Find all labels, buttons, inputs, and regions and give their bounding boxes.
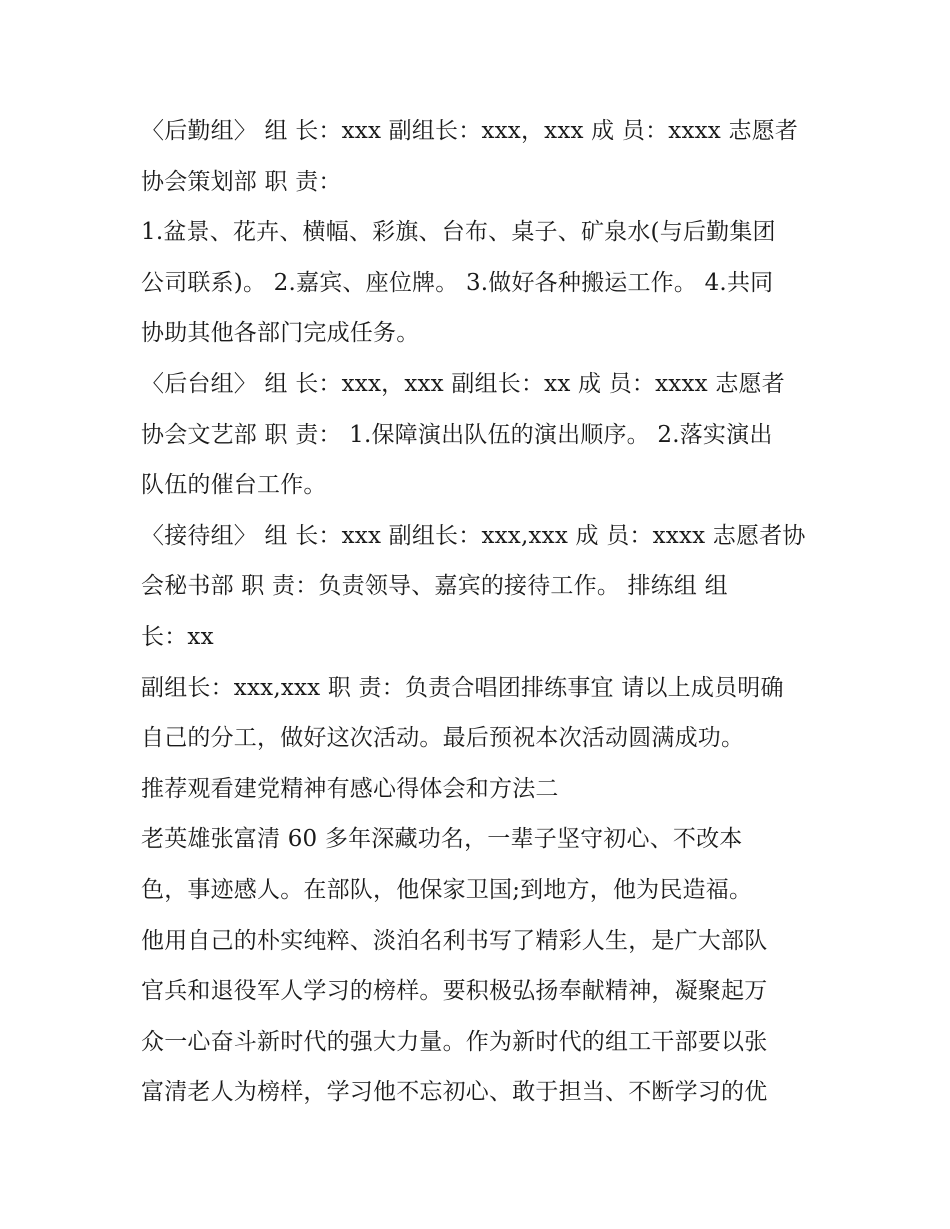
text-line: 长：xx	[141, 623, 214, 650]
text-line: 1.盆景、花卉、横幅、彩旗、台布、桌子、矿泉水(与后勤集团	[141, 219, 776, 246]
text-line: 公司联系)。 2.嘉宾、座位牌。 3.做好各种搬运工作。 4.共同	[141, 269, 774, 296]
text-line: 自己的分工，做好这次活动。最后预祝本次活动圆满成功。	[141, 725, 745, 752]
section-heading: 推荐观看建党精神有感心得体会和方法二	[141, 775, 559, 802]
text-line: 协会文艺部 职 责： 1.保障演出队伍的演出顺序。 2.落实演出	[141, 421, 773, 448]
text-line: 富清老人为榜样，学习他不忘初心、敢于担当、不断学习的优	[141, 1079, 768, 1106]
text-line: 众一心奋斗新时代的强大力量。作为新时代的组工干部要以张	[141, 1028, 768, 1055]
text-line: 协助其他各部门完成任务。	[141, 320, 420, 347]
text-line: 官兵和退役军人学习的榜样。要积极弘扬奉献精神，凝聚起万	[141, 978, 768, 1005]
text-line: 会秘书部 职 责：负责领导、嘉宾的接待工作。 排练组 组	[141, 573, 728, 600]
text-line: 协会策划部 职 责：	[141, 168, 342, 195]
text-line: 他用自己的朴实纯粹、淡泊名利书写了精彩人生，是广大部队	[141, 927, 768, 954]
text-line: 老英雄张富清 60 多年深藏功名，一辈子坚守初心、不改本	[141, 826, 743, 853]
document-body	[141, 106, 821, 1118]
text-line: 队伍的催台工作。	[141, 472, 327, 499]
text-line-reception-group: 〈接待组〉 组 长：xxx 副组长：xxx,xxx 成 员：xxxx 志愿者协	[141, 522, 806, 549]
text-line-backstage-group: 〈后台组〉 组 长：xxx，xxx 副组长：xx 成 员：xxxx 志愿者	[141, 370, 785, 397]
text-line: 副组长：xxx,xxx 职 责：负责合唱团排练事宜 请以上成员明确	[141, 674, 784, 701]
text-line: 色，事迹感人。在部队，他保家卫国;到地方，他为民造福。	[141, 876, 753, 903]
text-line-logistics-group: 〈后勤组〉 组 长：xxx 副组长：xxx，xxx 成 员：xxxx 志愿者	[141, 118, 799, 144]
